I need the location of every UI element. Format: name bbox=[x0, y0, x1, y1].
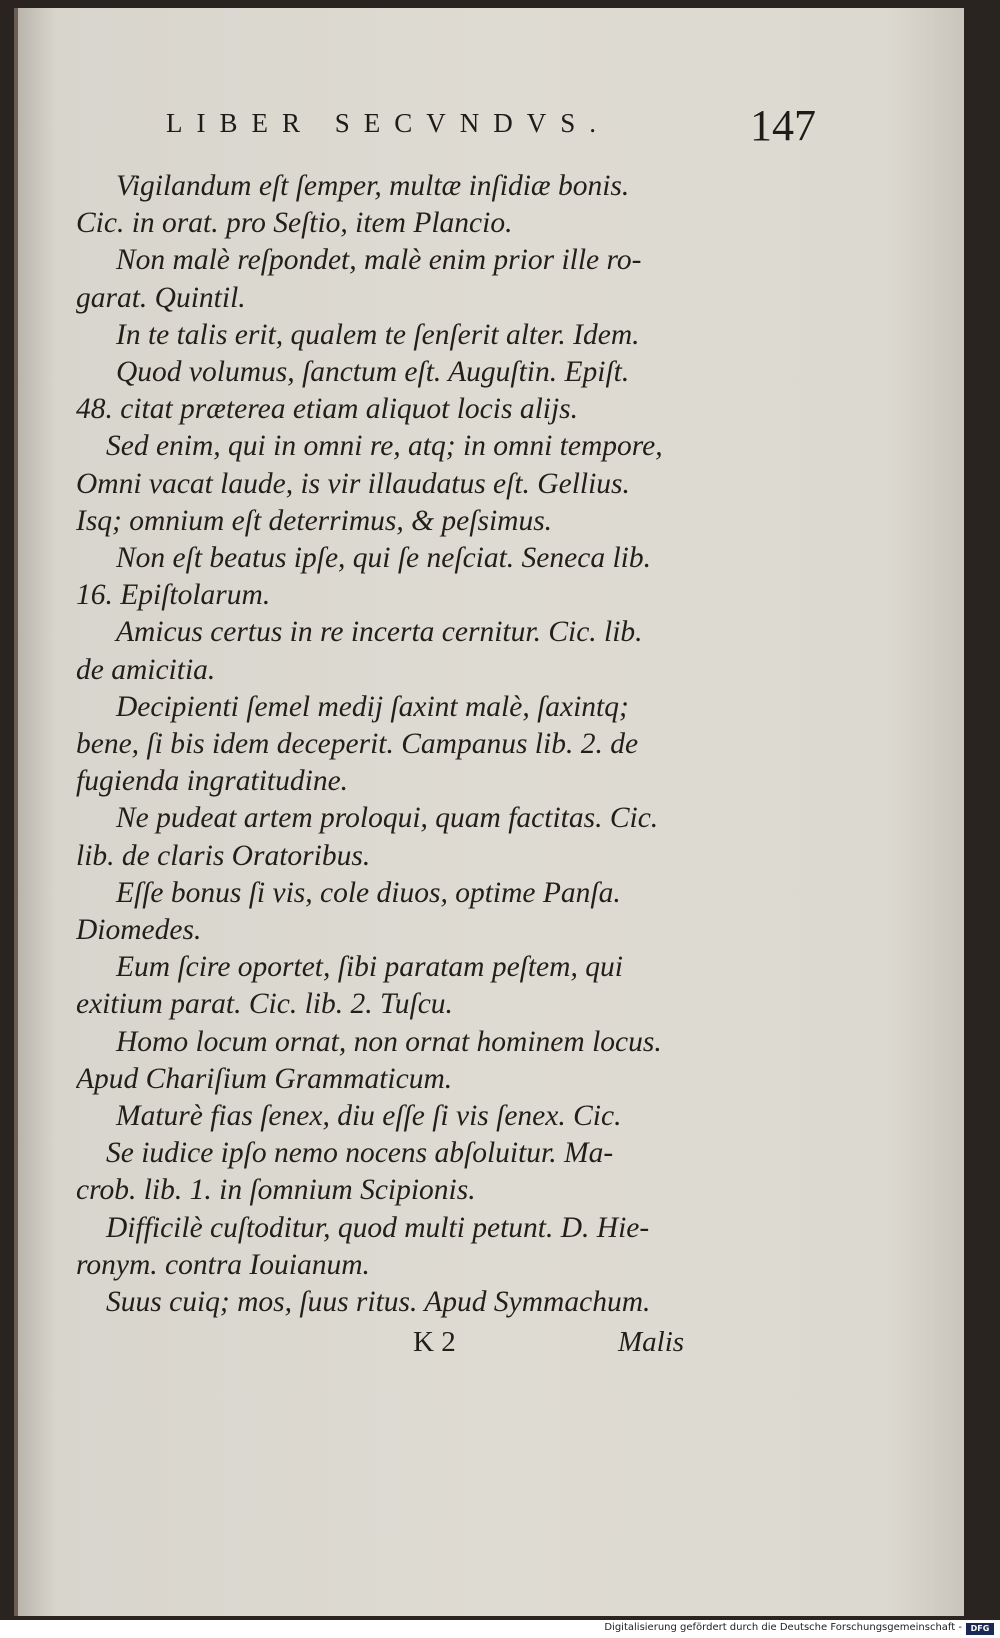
dfg-logo: DFG bbox=[966, 1623, 994, 1635]
signature-mark: K 2 bbox=[413, 1326, 456, 1358]
text-line: ronym. contra Iouianum. bbox=[76, 1248, 370, 1281]
text-line: Eum ſcire oportet, ſibi paratam peſtem, qui bbox=[116, 951, 623, 984]
text-line: bene, ſi bis idem deceperit. Campanus lib. 2. de bbox=[76, 728, 639, 761]
text-line: Omni vacat laude, is vir illaudatus eſt. Gellius. bbox=[76, 467, 630, 500]
page-number: 147 bbox=[750, 101, 816, 150]
text-line: Cic. in orat. pro Seſtio, item Plancio. bbox=[76, 207, 513, 240]
text-line: Difficilè cuſtoditur, quod multi petunt. D. Hie- bbox=[106, 1211, 650, 1244]
book-page bbox=[14, 8, 964, 1616]
text-line: garat. Quintil. bbox=[76, 281, 246, 314]
text-line: Eſſe bonus ſi vis, cole diuos, optime Panſa. bbox=[116, 876, 621, 909]
text-line: Diomedes. bbox=[76, 914, 202, 947]
text-line: Non malè reſpondet, malè enim prior ille ro- bbox=[116, 244, 642, 277]
text-line: crob. lib. 1. in ſomnium Scipionis. bbox=[76, 1174, 476, 1207]
text-line: Sed enim, qui in omni re, atq; in omni tempore, bbox=[106, 430, 663, 463]
text-line: exitium parat. Cic. lib. 2. Tuſcu. bbox=[76, 988, 453, 1021]
text-line: Maturè fias ſenex, diu eſſe ſi vis ſenex. Cic. bbox=[116, 1100, 622, 1133]
text-line: Quod volumus, ſanctum eſt. Auguſtin. Epiſt. bbox=[116, 356, 630, 389]
text-line: fugienda ingratitudine. bbox=[76, 765, 349, 798]
text-line: In te talis erit, qualem te ſenſerit alter. Idem. bbox=[116, 318, 640, 351]
text-line: Se iudice ipſo nemo nocens abſoluitur. Ma- bbox=[106, 1137, 614, 1170]
text-line: Non eſt beatus ipſe, qui ſe neſciat. Seneca lib. bbox=[116, 542, 651, 575]
text-line: lib. de claris Oratoribus. bbox=[76, 839, 371, 872]
text-line: Decipienti ſemel medij ſaxint malè, ſaxintq; bbox=[116, 690, 629, 723]
text-line: Isq; omnium eſt deterrimus, & peſsimus. bbox=[76, 504, 553, 537]
text-line: Apud Chariſium Grammaticum. bbox=[76, 1062, 453, 1095]
text-line: Homo locum ornat, non ornat hominem locus. bbox=[116, 1025, 662, 1058]
funding-credit: Digitalisierung gefördert durch die Deutsche Forschungsgemeinschaft - bbox=[604, 1622, 962, 1633]
text-line: 16. Epiſtolarum. bbox=[76, 579, 271, 612]
digitization-footer bbox=[0, 1620, 1000, 1638]
text-line: de amicitia. bbox=[76, 653, 216, 686]
catchword: Malis bbox=[618, 1326, 685, 1358]
text-line: Amicus certus in re incerta cernitur. Cic. lib. bbox=[116, 616, 643, 649]
text-line: Vigilandum eſt ſemper, multæ inſidiæ bonis. bbox=[116, 170, 630, 202]
page-body-text bbox=[76, 168, 702, 1321]
running-head: LIBER SECVNDVS. bbox=[166, 108, 611, 138]
text-line: Ne pudeat artem proloqui, quam factitas. Cic. bbox=[116, 802, 659, 835]
text-line: Suus cuiq; mos, ſuus ritus. Apud Symmachum. bbox=[106, 1286, 651, 1319]
text-line: 48. citat præterea etiam aliquot locis alijs. bbox=[76, 393, 579, 426]
